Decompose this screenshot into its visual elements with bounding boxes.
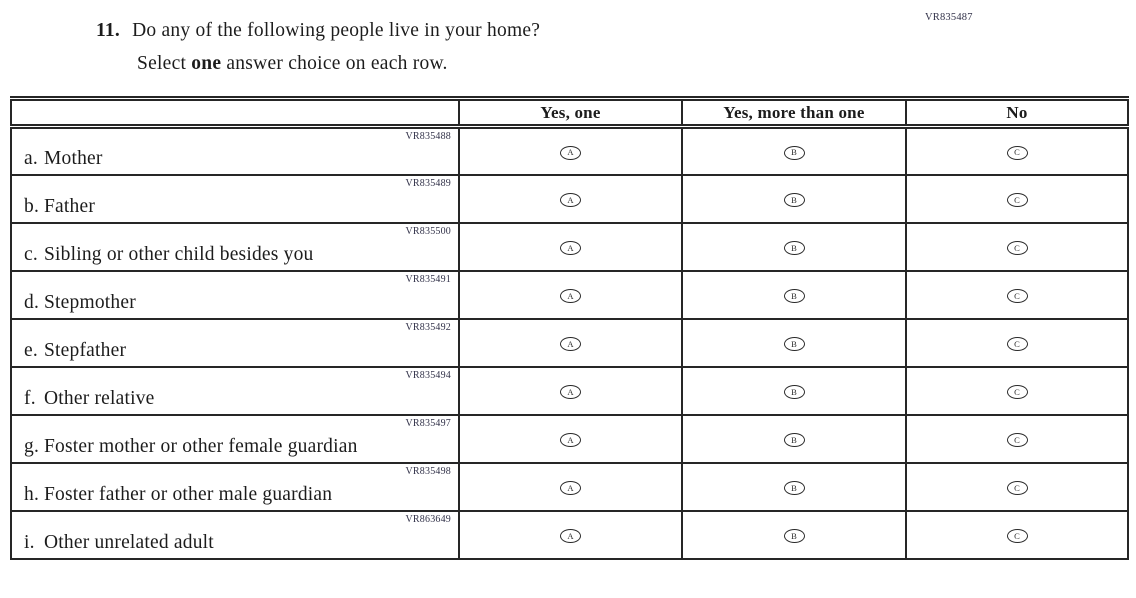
answer-bubble-a[interactable]: A: [560, 529, 581, 543]
question-instruction: Select one answer choice on each row.: [137, 53, 448, 74]
row-code: VR835498: [405, 465, 451, 477]
answer-bubble-c[interactable]: C: [1007, 337, 1028, 351]
answer-bubble-b[interactable]: B: [784, 529, 805, 543]
column-header-yes-more: Yes, more than one: [682, 99, 906, 127]
answer-bubble-c[interactable]: C: [1007, 433, 1028, 447]
row-label-cell: [11, 271, 459, 319]
answer-bubble-a[interactable]: A: [560, 433, 581, 447]
row-code: VR863649: [405, 513, 451, 525]
row-label-cell: [11, 511, 459, 559]
row-code: VR835497: [405, 417, 451, 429]
answer-bubble-c[interactable]: C: [1007, 241, 1028, 255]
page-code: VR835487: [925, 12, 973, 23]
table-row-foster-mother: [11, 415, 1128, 463]
question-text: Do any of the following people live in your home?: [132, 20, 541, 41]
table-row-father: [11, 175, 1128, 223]
answer-bubble-a[interactable]: A: [560, 146, 581, 160]
row-label-cell: [11, 175, 459, 223]
question-text-line: [96, 20, 540, 42]
row-label: f. Other relative: [24, 387, 155, 409]
column-header-yes-one: Yes, one: [459, 99, 682, 127]
answer-bubble-c[interactable]: C: [1007, 481, 1028, 495]
answer-bubble-b[interactable]: B: [784, 146, 805, 160]
row-label-cell: [11, 127, 459, 175]
table-row-other-adult: [11, 511, 1128, 559]
row-label-cell: [11, 319, 459, 367]
answer-bubble-a[interactable]: A: [560, 241, 581, 255]
table-row-other-relative: [11, 367, 1128, 415]
header-empty-cell: [11, 99, 459, 127]
row-label-cell: [11, 463, 459, 511]
answer-bubble-c[interactable]: C: [1007, 385, 1028, 399]
row-label: h. Foster father or other male guardian: [24, 483, 333, 505]
row-label: a. Mother: [24, 147, 103, 169]
table-row-mother: [11, 127, 1128, 175]
row-label: g. Foster mother or other female guardian: [24, 435, 358, 457]
question-block: [96, 20, 540, 75]
answer-grid: [10, 96, 1129, 560]
answer-bubble-b[interactable]: B: [784, 289, 805, 303]
row-label-cell: [11, 415, 459, 463]
row-code: VR835492: [405, 321, 451, 333]
row-code: VR835488: [405, 131, 451, 142]
answer-bubble-b[interactable]: B: [784, 193, 805, 207]
column-header-no: No: [906, 99, 1128, 127]
row-code: VR835500: [405, 225, 451, 237]
answer-bubble-b[interactable]: B: [784, 481, 805, 495]
row-label: d. Stepmother: [24, 291, 136, 313]
answer-bubble-c[interactable]: C: [1007, 193, 1028, 207]
answer-bubble-a[interactable]: A: [560, 193, 581, 207]
row-code: VR835491: [405, 273, 451, 285]
answer-bubble-a[interactable]: A: [560, 337, 581, 351]
row-label-cell: [11, 223, 459, 271]
answer-bubble-c[interactable]: C: [1007, 289, 1028, 303]
row-label-cell: [11, 367, 459, 415]
answer-bubble-b[interactable]: B: [784, 385, 805, 399]
answer-bubble-a[interactable]: A: [560, 289, 581, 303]
table-row-stepfather: [11, 319, 1128, 367]
row-label: c. Sibling or other child besides you: [24, 243, 314, 265]
answer-bubble-b[interactable]: B: [784, 337, 805, 351]
answer-bubble-a[interactable]: A: [560, 481, 581, 495]
header-row: [11, 99, 1128, 127]
table-row-foster-father: [11, 463, 1128, 511]
table-row-sibling: [11, 223, 1128, 271]
answer-bubble-c[interactable]: C: [1007, 146, 1028, 160]
table-row-stepmother: [11, 271, 1128, 319]
answer-bubble-c[interactable]: C: [1007, 529, 1028, 543]
row-label: e. Stepfather: [24, 339, 127, 361]
question-number: 11.: [96, 20, 121, 41]
row-code: VR835489: [405, 177, 451, 189]
row-code: VR835494: [405, 369, 451, 381]
row-label: b. Father: [24, 195, 96, 217]
answer-bubble-b[interactable]: B: [784, 241, 805, 255]
row-label: i. Other unrelated adult: [24, 531, 214, 553]
answer-bubble-b[interactable]: B: [784, 433, 805, 447]
answer-bubble-a[interactable]: A: [560, 385, 581, 399]
